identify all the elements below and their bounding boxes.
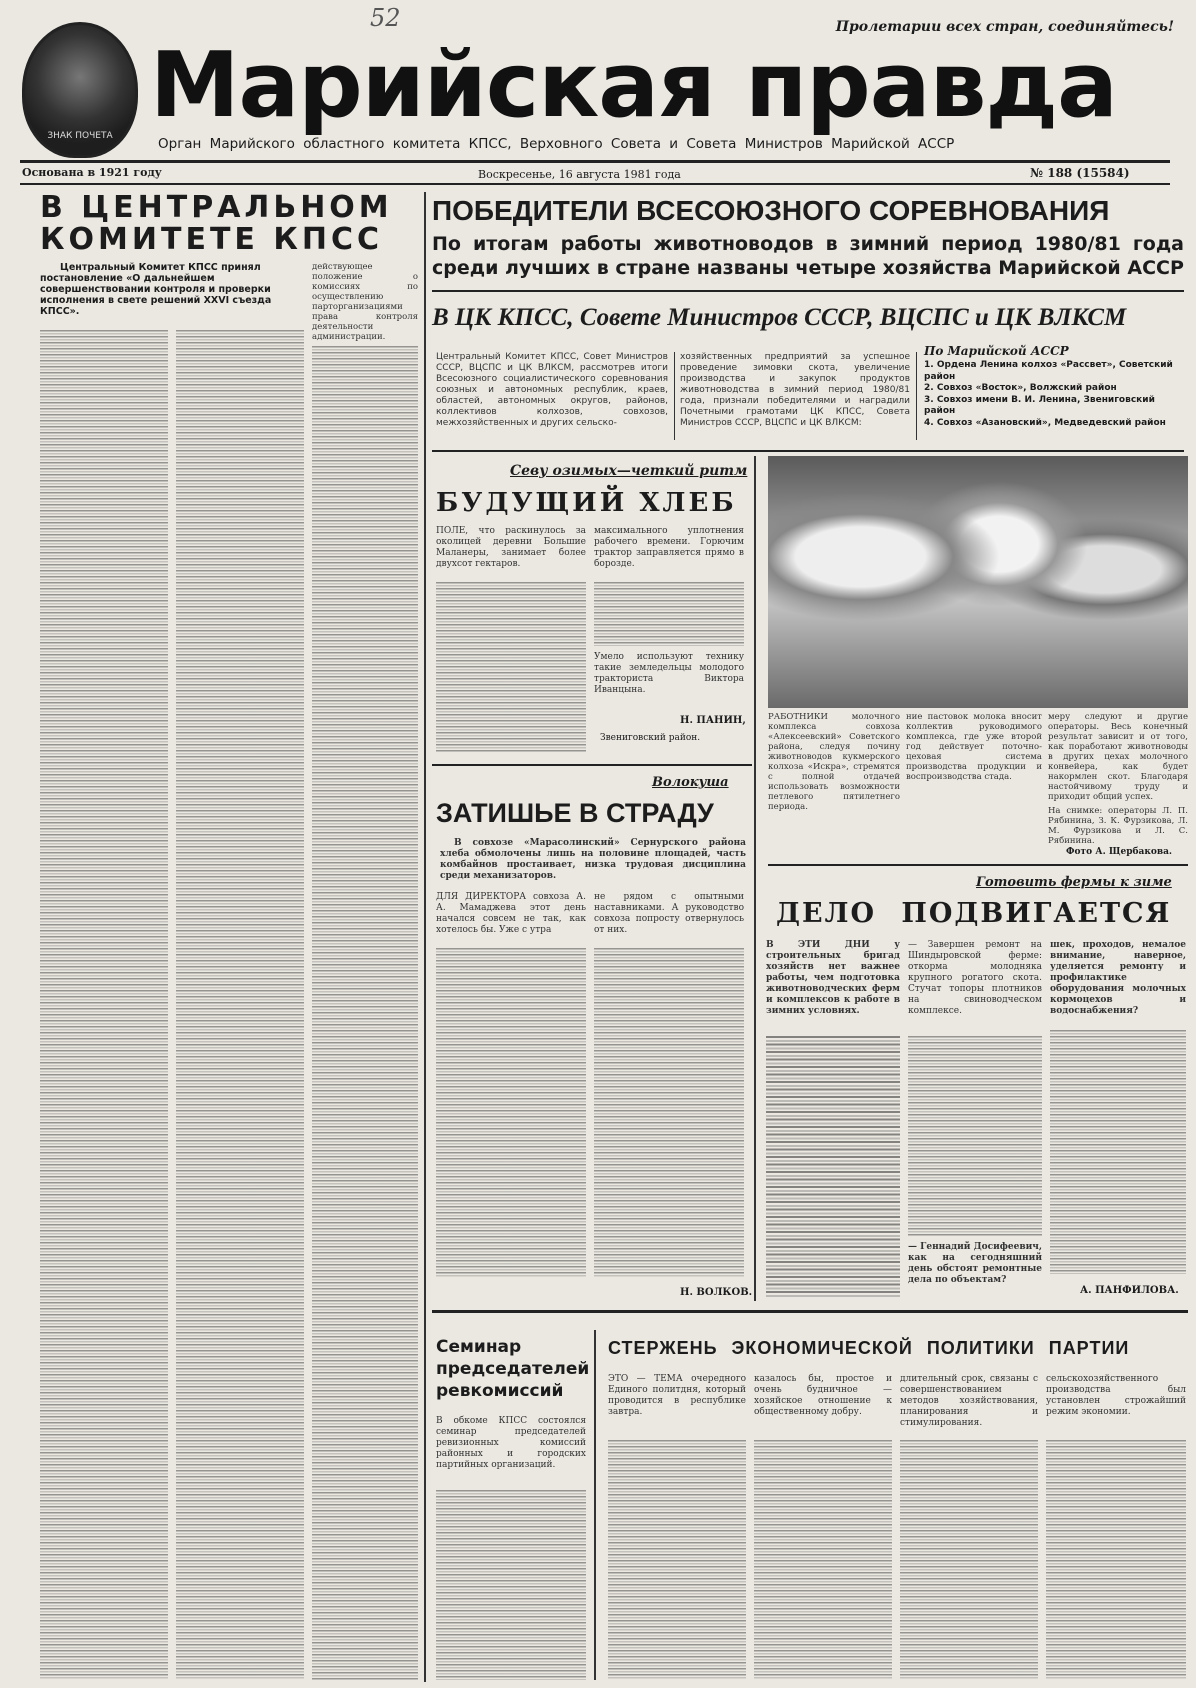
divider (432, 450, 1184, 452)
handwritten-note: 52 (370, 4, 401, 32)
seminar-text (436, 1490, 586, 1680)
newspaper-title: Марийская правда (150, 33, 1117, 138)
lull-text-col1 (436, 948, 586, 1278)
bread-col2-end: Умело используют технику такие земледельцы молодого тракториста Виктора Иванцына. (594, 652, 744, 695)
lull-headline: ЗАТИШЬЕ В СТРАДУ (436, 798, 714, 828)
bread-col1-start: ПОЛЕ, что раскинулось за околицей деревни Большие Маланеры, занимает более двухсот гектаров. (436, 526, 586, 569)
divider (432, 764, 752, 766)
farms-col3-start: шек, проходов, немалое внимание, наверное, уделяется ремонту и профилактике оборудования молочных кормоцехов и водоснабжения? (1050, 940, 1186, 1016)
core-text-col2 (754, 1440, 892, 1680)
divider (432, 1310, 1188, 1313)
winners-col1: Центральный Комитет КПСС, Совет Министров СССР, ВЦСПС и ЦК ВЛКСМ, рассмотрев итоги Всесоюзного социалистического соревнования союзных и автономных республик, краев, областей, автономных округов, районов, коллективов колхозов, совхозов, межхозяйственных и других сельско- (436, 352, 668, 428)
core-col3-start: длительный срок, связаны с совершенствованием методов хозяйствования, планирования и стимулирования. (900, 1374, 1038, 1428)
lull-lead: В совхозе «Марасолинский» Сернурского района хлеба обмолочены лишь на половине площадей, часть комбайнов простаивает, низка трудовая дисциплина среди механизаторов. (440, 838, 746, 881)
seminar-col-start: В обкоме КПСС состоялся семинар председателей ревизионных комиссий районных и городских партийных организаций. (436, 1416, 586, 1470)
lull-col2-start: не рядом с опытными наставниками. А руководство совхоза попросту отвернулось от них. (594, 892, 744, 935)
cc-col3-start: действующее положение о комиссиях по осуществлению парторганизациями права контроля деятельности администрации. (312, 262, 418, 342)
bread-headline: БУДУЩИЙ ХЛЕБ (436, 488, 737, 518)
slogan: Пролетарии всех стран, соединяйтесь! (835, 19, 1174, 35)
bread-author: Н. ПАНИН, (680, 715, 746, 726)
winners-headline: ПОБЕДИТЕЛИ ВСЕСОЮЗНОГО СОРЕВНОВАНИЯ (432, 195, 1110, 226)
farms-text-col1 (766, 1036, 900, 1298)
core-col1-start: ЭТО — ТЕМА очередного Единого политдня, который проводится в республике завтра. (608, 1374, 746, 1417)
winners-subhead: По итогам работы животноводов в зимний период 1980/81 года среди лучших в стране названы четыре хозяйства Марийской АССР (432, 233, 1184, 279)
lull-col1-start: ДЛЯ ДИРЕКТОРА совхоза А. А. Мамаджева этот день начался совсем не так, как хотелось бы. Уже с утра (436, 892, 586, 935)
lull-kicker: Волокуша (652, 775, 729, 790)
divider (768, 864, 1188, 866)
lull-text-col2 (594, 948, 744, 1278)
list-item: 1. Ордена Ленина колхоз «Рассвет», Советский район (924, 360, 1173, 382)
bread-place: Звениговский район. (600, 733, 701, 743)
cc-text-col2 (176, 330, 304, 1680)
divider (20, 183, 1170, 185)
core-text-col3 (900, 1440, 1038, 1680)
cc-text-col1 (40, 330, 168, 1680)
list-item: 2. Совхоз «Восток», Волжский район (924, 383, 1117, 393)
bread-text-col2 (594, 582, 744, 646)
winners-col2: хозяйственных предприятий за успешное проведение зимовки скота, увеличение производства и закупок продуктов животноводства в зимний период 1980/81 года, признали победителями и наградили Почетными грамотами ЦК КПСС, Совета Министров СССР, ВЦСПС и ЦК ВЛКСМ: (680, 352, 910, 428)
column-divider (916, 352, 917, 440)
farms-text-col3 (1050, 1030, 1186, 1274)
lull-author: Н. ВОЛКОВ. (680, 1287, 753, 1298)
order-emblem-logo: ЗНАК ПОЧЕТА (22, 22, 138, 158)
seminar-headline: Семинар председателей ревкомиссий (436, 1337, 590, 1401)
bread-col2-start: максимального уплотнения рабочего времени. Горючим трактор заправляется прямо в борозде. (594, 526, 744, 569)
core-col4-start: сельскохозяйственного производства был установлен строжайший режим экономии. (1046, 1374, 1186, 1417)
core-text-col4 (1046, 1440, 1186, 1680)
winners-list: По Марийской АССР 1. Ордена Ленина колхоз «Рассвет», Советский район 2. Совхоз «Восток», Волжский район 3. Совхоз имени В. И. Ленина, Звениговский район 4. Совхоз «Азановский», Медведевский район (924, 344, 1186, 429)
farms-text-col2 (908, 1036, 1042, 1236)
core-col2-start: казалось бы, простое и очень будничное — хозяйское отношение к общественному добру. (754, 1374, 892, 1417)
photo-credit: Фото А. Щербакова. (1066, 847, 1173, 857)
core-headline: СТЕРЖЕНЬ ЭКОНОМИЧЕСКОЙ ПОЛИТИКИ ПАРТИИ (608, 1338, 1130, 1358)
farms-col2-start: — Завершен ремонт на Шиндыровской ферме: откорма молодняка крупного рогатого скота. Стучат топоры плотников на свиноводческом комплексе. (908, 940, 1042, 1016)
column-divider (424, 192, 426, 1682)
list-item: 4. Совхоз «Азановский», Медведевский район (924, 417, 1166, 428)
farms-col2-end: — Геннадий Досифеевич, как на сегодняшний день обстоят ремонтные дела по объектам? (908, 1242, 1042, 1285)
photo-subjects: На снимке: операторы Л. П. Рябинина, З. К. Фурзикова, Л. М. Фурзикова и Л. С. Рябинина. (1048, 806, 1188, 846)
farms-author: А. ПАНФИЛОВА. (1080, 1285, 1179, 1296)
subtitle: Орган Марийского областного комитета КПСС, Верховного Совета и Совета Министров Марийской АССР (158, 136, 955, 152)
list-item: 3. Совхоз имени В. И. Ленина, Звениговский район (924, 394, 1155, 416)
bread-text-col1 (436, 582, 586, 752)
photo-milkmaids (768, 456, 1188, 708)
date-label: Воскресенье, 16 августа 1981 года (478, 168, 681, 181)
divider (432, 290, 1184, 292)
issue-number: № 188 (15584) (1030, 166, 1130, 180)
bread-kicker: Севу озимых—четкий ритм (510, 463, 748, 479)
core-text-col1 (608, 1440, 746, 1680)
section-title: В ЦК КПСС, Совете Министров СССР, ВЦСПС и ЦК ВЛКСМ (432, 304, 1127, 331)
photo-caption-2: ние пастовок молока вносит коллектив руководимого комплекса, где уже второй год действует поточно-цеховая система производства продукции и воспроизводства стада. (906, 712, 1042, 782)
cc-headline: В ЦЕНТРАЛЬНОМ КОМИТЕТЕ КПСС (40, 190, 393, 257)
photo-caption-1: РАБОТНИКИ молочного комплекса совхоза «Алексеевский» Советского района, следуя почину животноводов кукмерского колхоза «Искра», стремятся с полной отдачей использовать возможности петлевого пятилетнего периода. (768, 712, 900, 812)
founded-label: Основана в 1921 году (22, 166, 162, 179)
cc-text-col3 (312, 346, 418, 1680)
column-divider (674, 352, 675, 440)
column-divider (754, 456, 756, 1301)
cc-lead: Центральный Комитет КПСС принял постановление «О дальнейшем совершенствовании контроля и проверки исполнения в свете решений XXVI съезда КПСС». (40, 262, 272, 317)
farms-col1-start: В ЭТИ ДНИ у строительных бригад хозяйств нет важнее работы, чем подготовка животноводческих ферм и комплексов к работе в зимних условиях. (766, 940, 900, 1016)
photo-caption-3: меру следуют и другие операторы. Весь конечный результат зависит и от того, как поработают животноводы в других цехах молочного конвейера, как будет накормлен скот. Благодаря настойчивому труду и приходит общий успех. (1048, 712, 1188, 802)
divider (20, 160, 1170, 163)
farms-kicker: Готовить фермы к зиме (976, 875, 1172, 890)
column-divider (594, 1330, 596, 1680)
farms-headline: ДЕЛО ПОДВИГАЕТСЯ (776, 898, 1172, 929)
